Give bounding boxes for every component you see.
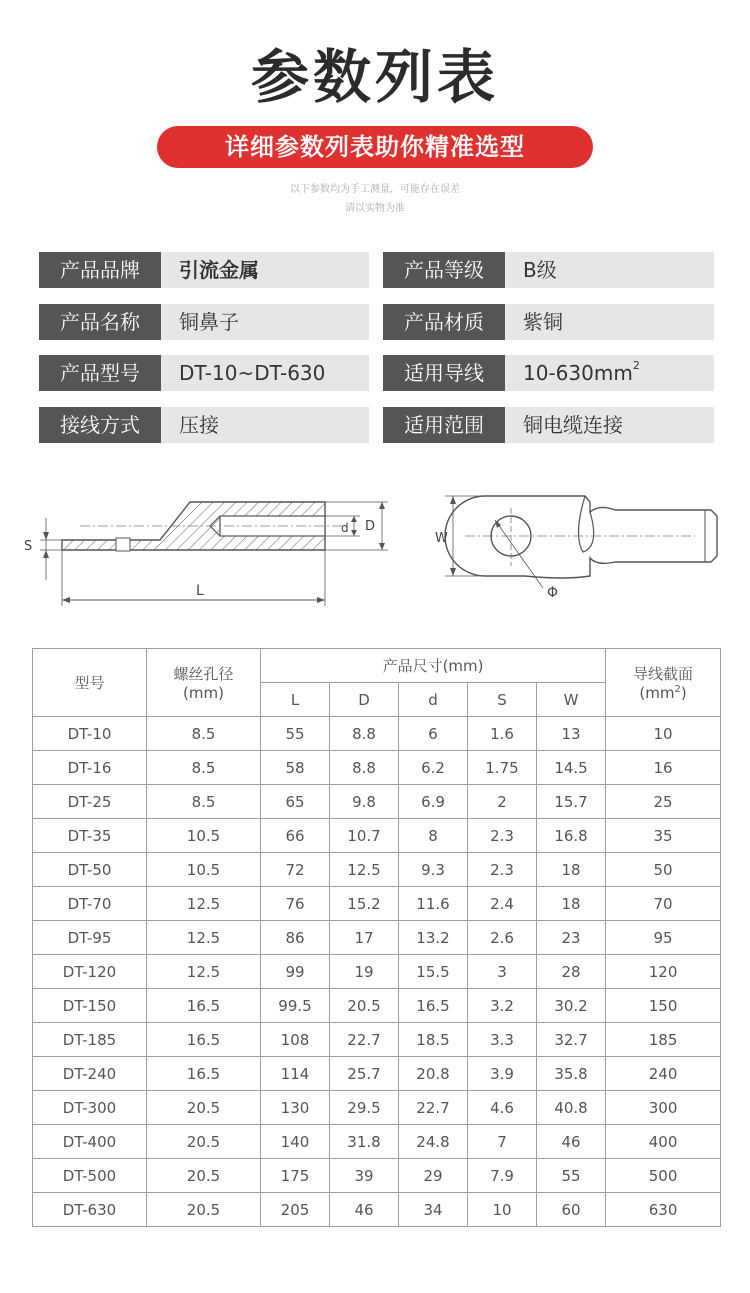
table-cell: 9.8 bbox=[330, 785, 399, 819]
table-cell: 30.2 bbox=[537, 989, 606, 1023]
table-cell: 3 bbox=[468, 955, 537, 989]
table-cell: 300 bbox=[606, 1091, 721, 1125]
col-section-unit: (mm bbox=[639, 684, 675, 702]
spec-label: 产品名称 bbox=[39, 304, 161, 340]
table-cell: 99 bbox=[261, 955, 330, 989]
dim-label-S: S bbox=[24, 539, 33, 554]
table-cell: 140 bbox=[261, 1125, 330, 1159]
dim-label-L: L bbox=[196, 583, 204, 599]
table-cell: DT-70 bbox=[33, 887, 147, 921]
spec-label: 产品品牌 bbox=[39, 252, 161, 288]
table-cell: 31.8 bbox=[330, 1125, 399, 1159]
table-cell: 10.7 bbox=[330, 819, 399, 853]
table-cell: 6.9 bbox=[399, 785, 468, 819]
table-row bbox=[33, 1091, 721, 1125]
table-cell: 2.6 bbox=[468, 921, 537, 955]
table-cell: 8.8 bbox=[330, 717, 399, 751]
table-cell: 20.5 bbox=[147, 1159, 261, 1193]
spec-value: 引流金属 bbox=[161, 252, 369, 288]
table-cell: 18.5 bbox=[399, 1023, 468, 1057]
table-cell: DT-95 bbox=[33, 921, 147, 955]
spec-label: 接线方式 bbox=[39, 407, 161, 443]
table-row bbox=[33, 853, 721, 887]
dim-label-D: D bbox=[365, 519, 376, 534]
table-cell: 22.7 bbox=[399, 1091, 468, 1125]
col-section-unit-close: ) bbox=[680, 684, 687, 702]
table-cell: DT-10 bbox=[33, 717, 147, 751]
col-hole bbox=[147, 649, 261, 717]
table-cell: 24.8 bbox=[399, 1125, 468, 1159]
subtitle-banner: 详细参数列表助你精准选型 bbox=[157, 126, 593, 168]
col-section bbox=[606, 649, 721, 717]
table-cell: 46 bbox=[330, 1193, 399, 1227]
table-cell: 175 bbox=[261, 1159, 330, 1193]
measurement-note-2: 请以实物为准 bbox=[345, 203, 405, 214]
side-view-diagram bbox=[20, 480, 400, 620]
table-cell: DT-25 bbox=[33, 785, 147, 819]
table-cell: 15.7 bbox=[537, 785, 606, 819]
table-cell: 23 bbox=[537, 921, 606, 955]
table-cell: 29 bbox=[399, 1159, 468, 1193]
col-S: S bbox=[468, 683, 537, 717]
table-cell: 130 bbox=[261, 1091, 330, 1125]
table-row bbox=[33, 1193, 721, 1227]
table-cell: 2.3 bbox=[468, 819, 537, 853]
table-cell: 240 bbox=[606, 1057, 721, 1091]
col-hole-unit: (mm) bbox=[183, 684, 224, 702]
table-cell: 1.6 bbox=[468, 717, 537, 751]
table-cell: 25.7 bbox=[330, 1057, 399, 1091]
table-cell: 12.5 bbox=[147, 955, 261, 989]
table-cell: 10.5 bbox=[147, 819, 261, 853]
table-cell: 16.8 bbox=[537, 819, 606, 853]
table-cell: 50 bbox=[606, 853, 721, 887]
table-cell: 58 bbox=[261, 751, 330, 785]
spec-value: 紫铜 bbox=[505, 304, 714, 340]
table-cell: DT-35 bbox=[33, 819, 147, 853]
spec-label: 适用导线 bbox=[383, 355, 505, 391]
spec-value: B级 bbox=[505, 252, 714, 288]
table-cell: DT-120 bbox=[33, 955, 147, 989]
table-cell: 114 bbox=[261, 1057, 330, 1091]
table-cell: 70 bbox=[606, 887, 721, 921]
table-cell: 28 bbox=[537, 955, 606, 989]
lug-outline bbox=[445, 496, 717, 578]
spec-value bbox=[505, 355, 714, 391]
col-hole-title: 螺丝孔径 bbox=[173, 665, 234, 683]
table-cell: 20.5 bbox=[147, 1125, 261, 1159]
table-row bbox=[33, 1159, 721, 1193]
table-cell: 22.7 bbox=[330, 1023, 399, 1057]
table-cell: DT-185 bbox=[33, 1023, 147, 1057]
table-cell: 16.5 bbox=[147, 989, 261, 1023]
table-cell: 35 bbox=[606, 819, 721, 853]
table-cell: 150 bbox=[606, 989, 721, 1023]
table-cell: DT-300 bbox=[33, 1091, 147, 1125]
table-cell: 9.3 bbox=[399, 853, 468, 887]
table-cell: 95 bbox=[606, 921, 721, 955]
table-cell: 3.2 bbox=[468, 989, 537, 1023]
table-cell: 15.2 bbox=[330, 887, 399, 921]
col-section-title: 导线截面 bbox=[633, 665, 694, 683]
table-cell: 12.5 bbox=[147, 887, 261, 921]
table-cell: 13 bbox=[537, 717, 606, 751]
col-d: d bbox=[399, 683, 468, 717]
table-cell: 8.5 bbox=[147, 717, 261, 751]
table-cell: 11.6 bbox=[399, 887, 468, 921]
spec-label: 适用范围 bbox=[383, 407, 505, 443]
col-size: 产品尺寸(mm) bbox=[261, 649, 606, 683]
table-cell: 18 bbox=[537, 853, 606, 887]
table-cell: DT-50 bbox=[33, 853, 147, 887]
table-row bbox=[33, 989, 721, 1023]
table-cell: 19 bbox=[330, 955, 399, 989]
table-cell: DT-16 bbox=[33, 751, 147, 785]
col-L: L bbox=[261, 683, 330, 717]
table-row bbox=[33, 955, 721, 989]
table-row bbox=[33, 717, 721, 751]
table-cell: 60 bbox=[537, 1193, 606, 1227]
table-cell: 3.9 bbox=[468, 1057, 537, 1091]
table-cell: 185 bbox=[606, 1023, 721, 1057]
dim-label-W: W bbox=[435, 531, 448, 546]
table-cell: 20.8 bbox=[399, 1057, 468, 1091]
table-cell: 76 bbox=[261, 887, 330, 921]
table-cell: 86 bbox=[261, 921, 330, 955]
table-cell: 108 bbox=[261, 1023, 330, 1057]
table-cell: 10 bbox=[606, 717, 721, 751]
table-cell: 14.5 bbox=[537, 751, 606, 785]
table-cell: 12.5 bbox=[330, 853, 399, 887]
table-cell: 32.7 bbox=[537, 1023, 606, 1057]
superscript: 2 bbox=[632, 359, 640, 372]
table-row bbox=[33, 887, 721, 921]
table-cell: 16.5 bbox=[399, 989, 468, 1023]
table-cell: 7 bbox=[468, 1125, 537, 1159]
spec-label: 产品材质 bbox=[383, 304, 505, 340]
table-cell: 46 bbox=[537, 1125, 606, 1159]
spec-value: DT-10~DT-630 bbox=[161, 355, 369, 391]
table-cell: 15.5 bbox=[399, 955, 468, 989]
table-cell: 72 bbox=[261, 853, 330, 887]
page-title: 参数列表 bbox=[250, 43, 499, 111]
spec-value: 铜鼻子 bbox=[161, 304, 369, 340]
table-cell: DT-240 bbox=[33, 1057, 147, 1091]
table-cell: 20.5 bbox=[147, 1091, 261, 1125]
table-row bbox=[33, 1057, 721, 1091]
table-cell: 500 bbox=[606, 1159, 721, 1193]
col-D: D bbox=[330, 683, 399, 717]
table-cell: 66 bbox=[261, 819, 330, 853]
table-cell: DT-630 bbox=[33, 1193, 147, 1227]
table-cell: 6 bbox=[399, 717, 468, 751]
table-cell: 6.2 bbox=[399, 751, 468, 785]
table-cell: 2 bbox=[468, 785, 537, 819]
table-cell: 205 bbox=[261, 1193, 330, 1227]
parameter-table bbox=[32, 648, 721, 1227]
table-row bbox=[33, 1125, 721, 1159]
table-cell: DT-500 bbox=[33, 1159, 147, 1193]
table-cell: 13.2 bbox=[399, 921, 468, 955]
superscript: 2 bbox=[674, 684, 681, 695]
table-cell: 16 bbox=[606, 751, 721, 785]
table-cell: 10.5 bbox=[147, 853, 261, 887]
table-cell: 8.8 bbox=[330, 751, 399, 785]
spec-label: 产品型号 bbox=[39, 355, 161, 391]
table-cell: 7.9 bbox=[468, 1159, 537, 1193]
table-row bbox=[33, 751, 721, 785]
table-cell: 8.5 bbox=[147, 785, 261, 819]
table-cell: 8.5 bbox=[147, 751, 261, 785]
table-cell: 16.5 bbox=[147, 1023, 261, 1057]
table-cell: 120 bbox=[606, 955, 721, 989]
table-cell: 400 bbox=[606, 1125, 721, 1159]
table-cell: 16.5 bbox=[147, 1057, 261, 1091]
table-cell: 20.5 bbox=[147, 1193, 261, 1227]
front-view-diagram bbox=[425, 480, 725, 610]
table-cell: 29.5 bbox=[330, 1091, 399, 1125]
table-row bbox=[33, 1023, 721, 1057]
table-cell: 17 bbox=[330, 921, 399, 955]
table-row bbox=[33, 921, 721, 955]
table-cell: DT-400 bbox=[33, 1125, 147, 1159]
table-row bbox=[33, 819, 721, 853]
spec-label: 产品等级 bbox=[383, 252, 505, 288]
table-cell: 1.75 bbox=[468, 751, 537, 785]
table-cell: 35.8 bbox=[537, 1057, 606, 1091]
table-cell: 34 bbox=[399, 1193, 468, 1227]
table-cell: 20.5 bbox=[330, 989, 399, 1023]
spec-value: 压接 bbox=[161, 407, 369, 443]
dim-label-d: d bbox=[341, 521, 349, 535]
table-cell: 8 bbox=[399, 819, 468, 853]
table-cell: 55 bbox=[261, 717, 330, 751]
spec-value-text: 10-630mm bbox=[523, 361, 633, 385]
table-row bbox=[33, 785, 721, 819]
table-cell: 630 bbox=[606, 1193, 721, 1227]
table-cell: 55 bbox=[537, 1159, 606, 1193]
table-cell: 10 bbox=[468, 1193, 537, 1227]
spec-value: 铜电缆连接 bbox=[505, 407, 714, 443]
col-W: W bbox=[537, 683, 606, 717]
table-cell: 2.3 bbox=[468, 853, 537, 887]
table-cell: 12.5 bbox=[147, 921, 261, 955]
table-cell: 25 bbox=[606, 785, 721, 819]
table-cell: 39 bbox=[330, 1159, 399, 1193]
table-cell: 99.5 bbox=[261, 989, 330, 1023]
measurement-note: 以下参数均为手工测量，可能存在误差 bbox=[290, 184, 460, 195]
table-cell: 18 bbox=[537, 887, 606, 921]
table-cell: 65 bbox=[261, 785, 330, 819]
table-cell: 3.3 bbox=[468, 1023, 537, 1057]
dim-label-phi: Φ bbox=[547, 585, 559, 601]
table-cell: 2.4 bbox=[468, 887, 537, 921]
table-cell: DT-150 bbox=[33, 989, 147, 1023]
table-body bbox=[33, 717, 721, 1227]
col-model: 型号 bbox=[33, 649, 147, 717]
table-cell: 40.8 bbox=[537, 1091, 606, 1125]
table-cell: 4.6 bbox=[468, 1091, 537, 1125]
